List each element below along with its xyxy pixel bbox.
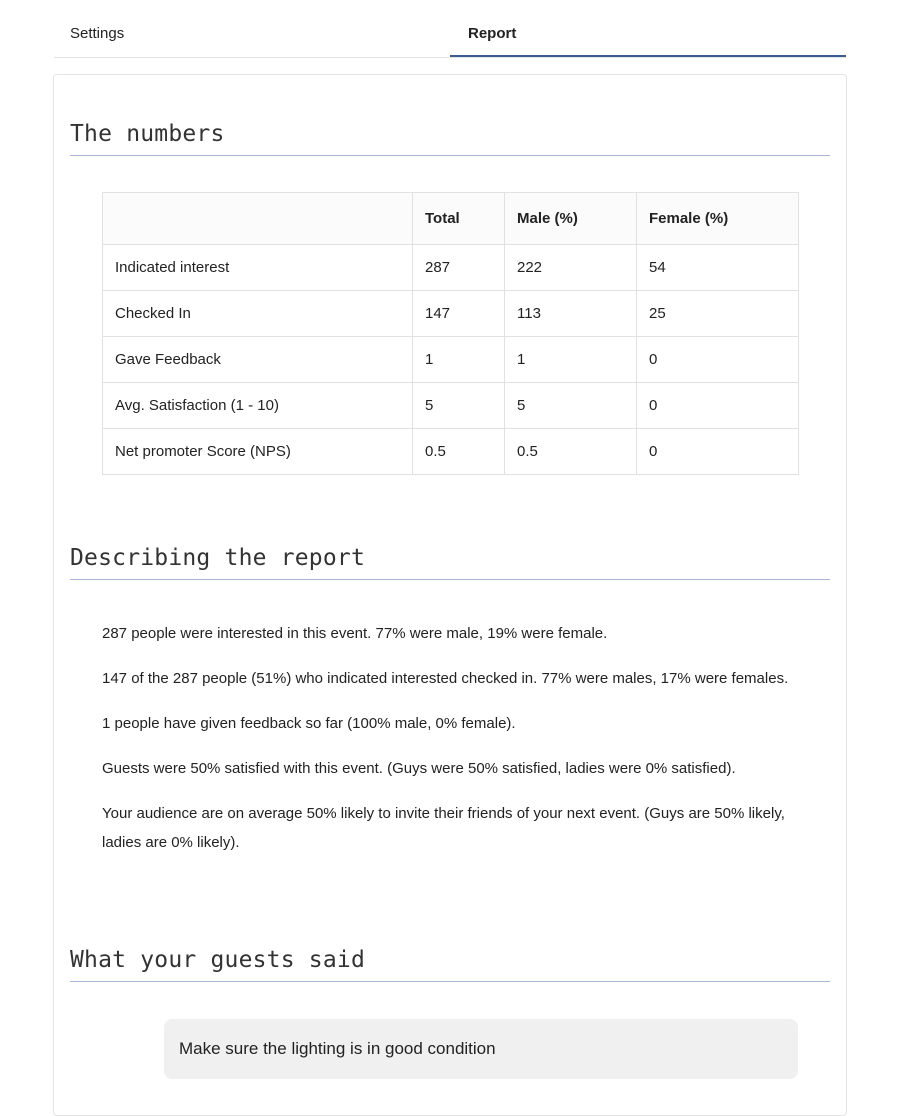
cell-total: 147 <box>413 291 505 337</box>
cell-female: 54 <box>637 245 799 291</box>
feedback-item: Make sure the lighting is in good condition <box>164 1019 798 1079</box>
section-title-numbers: The numbers <box>70 121 830 156</box>
tab-bar <box>54 0 846 58</box>
table-row <box>103 383 799 429</box>
table-row <box>103 291 799 337</box>
section-title-describing: Describing the report <box>70 545 830 580</box>
table-row <box>103 429 799 475</box>
row-label: Net promoter Score (NPS) <box>103 429 413 475</box>
cell-total: 0.5 <box>413 429 505 475</box>
row-label: Avg. Satisfaction (1 - 10) <box>103 383 413 429</box>
tab-report[interactable]: Report <box>450 0 846 57</box>
table-header-row <box>103 193 799 245</box>
cell-male: 1 <box>505 337 637 383</box>
report-description <box>102 619 802 873</box>
table-header-total: Total <box>413 193 505 245</box>
description-paragraph: Your audience are on average 50% likely to invite their friends of your next event. (Guys are 50% likely, ladies are 0% likely). <box>102 805 785 851</box>
cell-female: 0 <box>637 429 799 475</box>
table-header-female: Female (%) <box>637 193 799 245</box>
cell-male: 5 <box>505 383 637 429</box>
report-card <box>53 74 847 1116</box>
cell-total: 287 <box>413 245 505 291</box>
cell-male: 0.5 <box>505 429 637 475</box>
cell-male: 222 <box>505 245 637 291</box>
cell-total: 1 <box>413 337 505 383</box>
cell-female: 25 <box>637 291 799 337</box>
cell-female: 0 <box>637 383 799 429</box>
description-paragraph: 147 of the 287 people (51%) who indicated interested checked in. 77% were males, 17% were females. <box>102 670 789 687</box>
row-label: Gave Feedback <box>103 337 413 383</box>
table-header-male: Male (%) <box>505 193 637 245</box>
description-paragraph: 287 people were interested in this event. 77% were male, 19% were female. <box>102 625 608 642</box>
table-row <box>103 245 799 291</box>
table-row <box>103 337 799 383</box>
table-header-empty <box>103 193 413 245</box>
description-paragraph: 1 people have given feedback so far (100% male, 0% female). <box>102 715 516 732</box>
tab-settings[interactable]: Settings <box>70 25 125 42</box>
row-label: Checked In <box>103 291 413 337</box>
cell-male: 113 <box>505 291 637 337</box>
cell-female: 0 <box>637 337 799 383</box>
cell-total: 5 <box>413 383 505 429</box>
section-title-guests: What your guests said <box>70 947 830 982</box>
description-paragraph: Guests were 50% satisfied with this event. (Guys were 50% satisfied, ladies were 0% satisfied). <box>102 760 736 777</box>
stats-table <box>102 192 799 475</box>
row-label: Indicated interest <box>103 245 413 291</box>
